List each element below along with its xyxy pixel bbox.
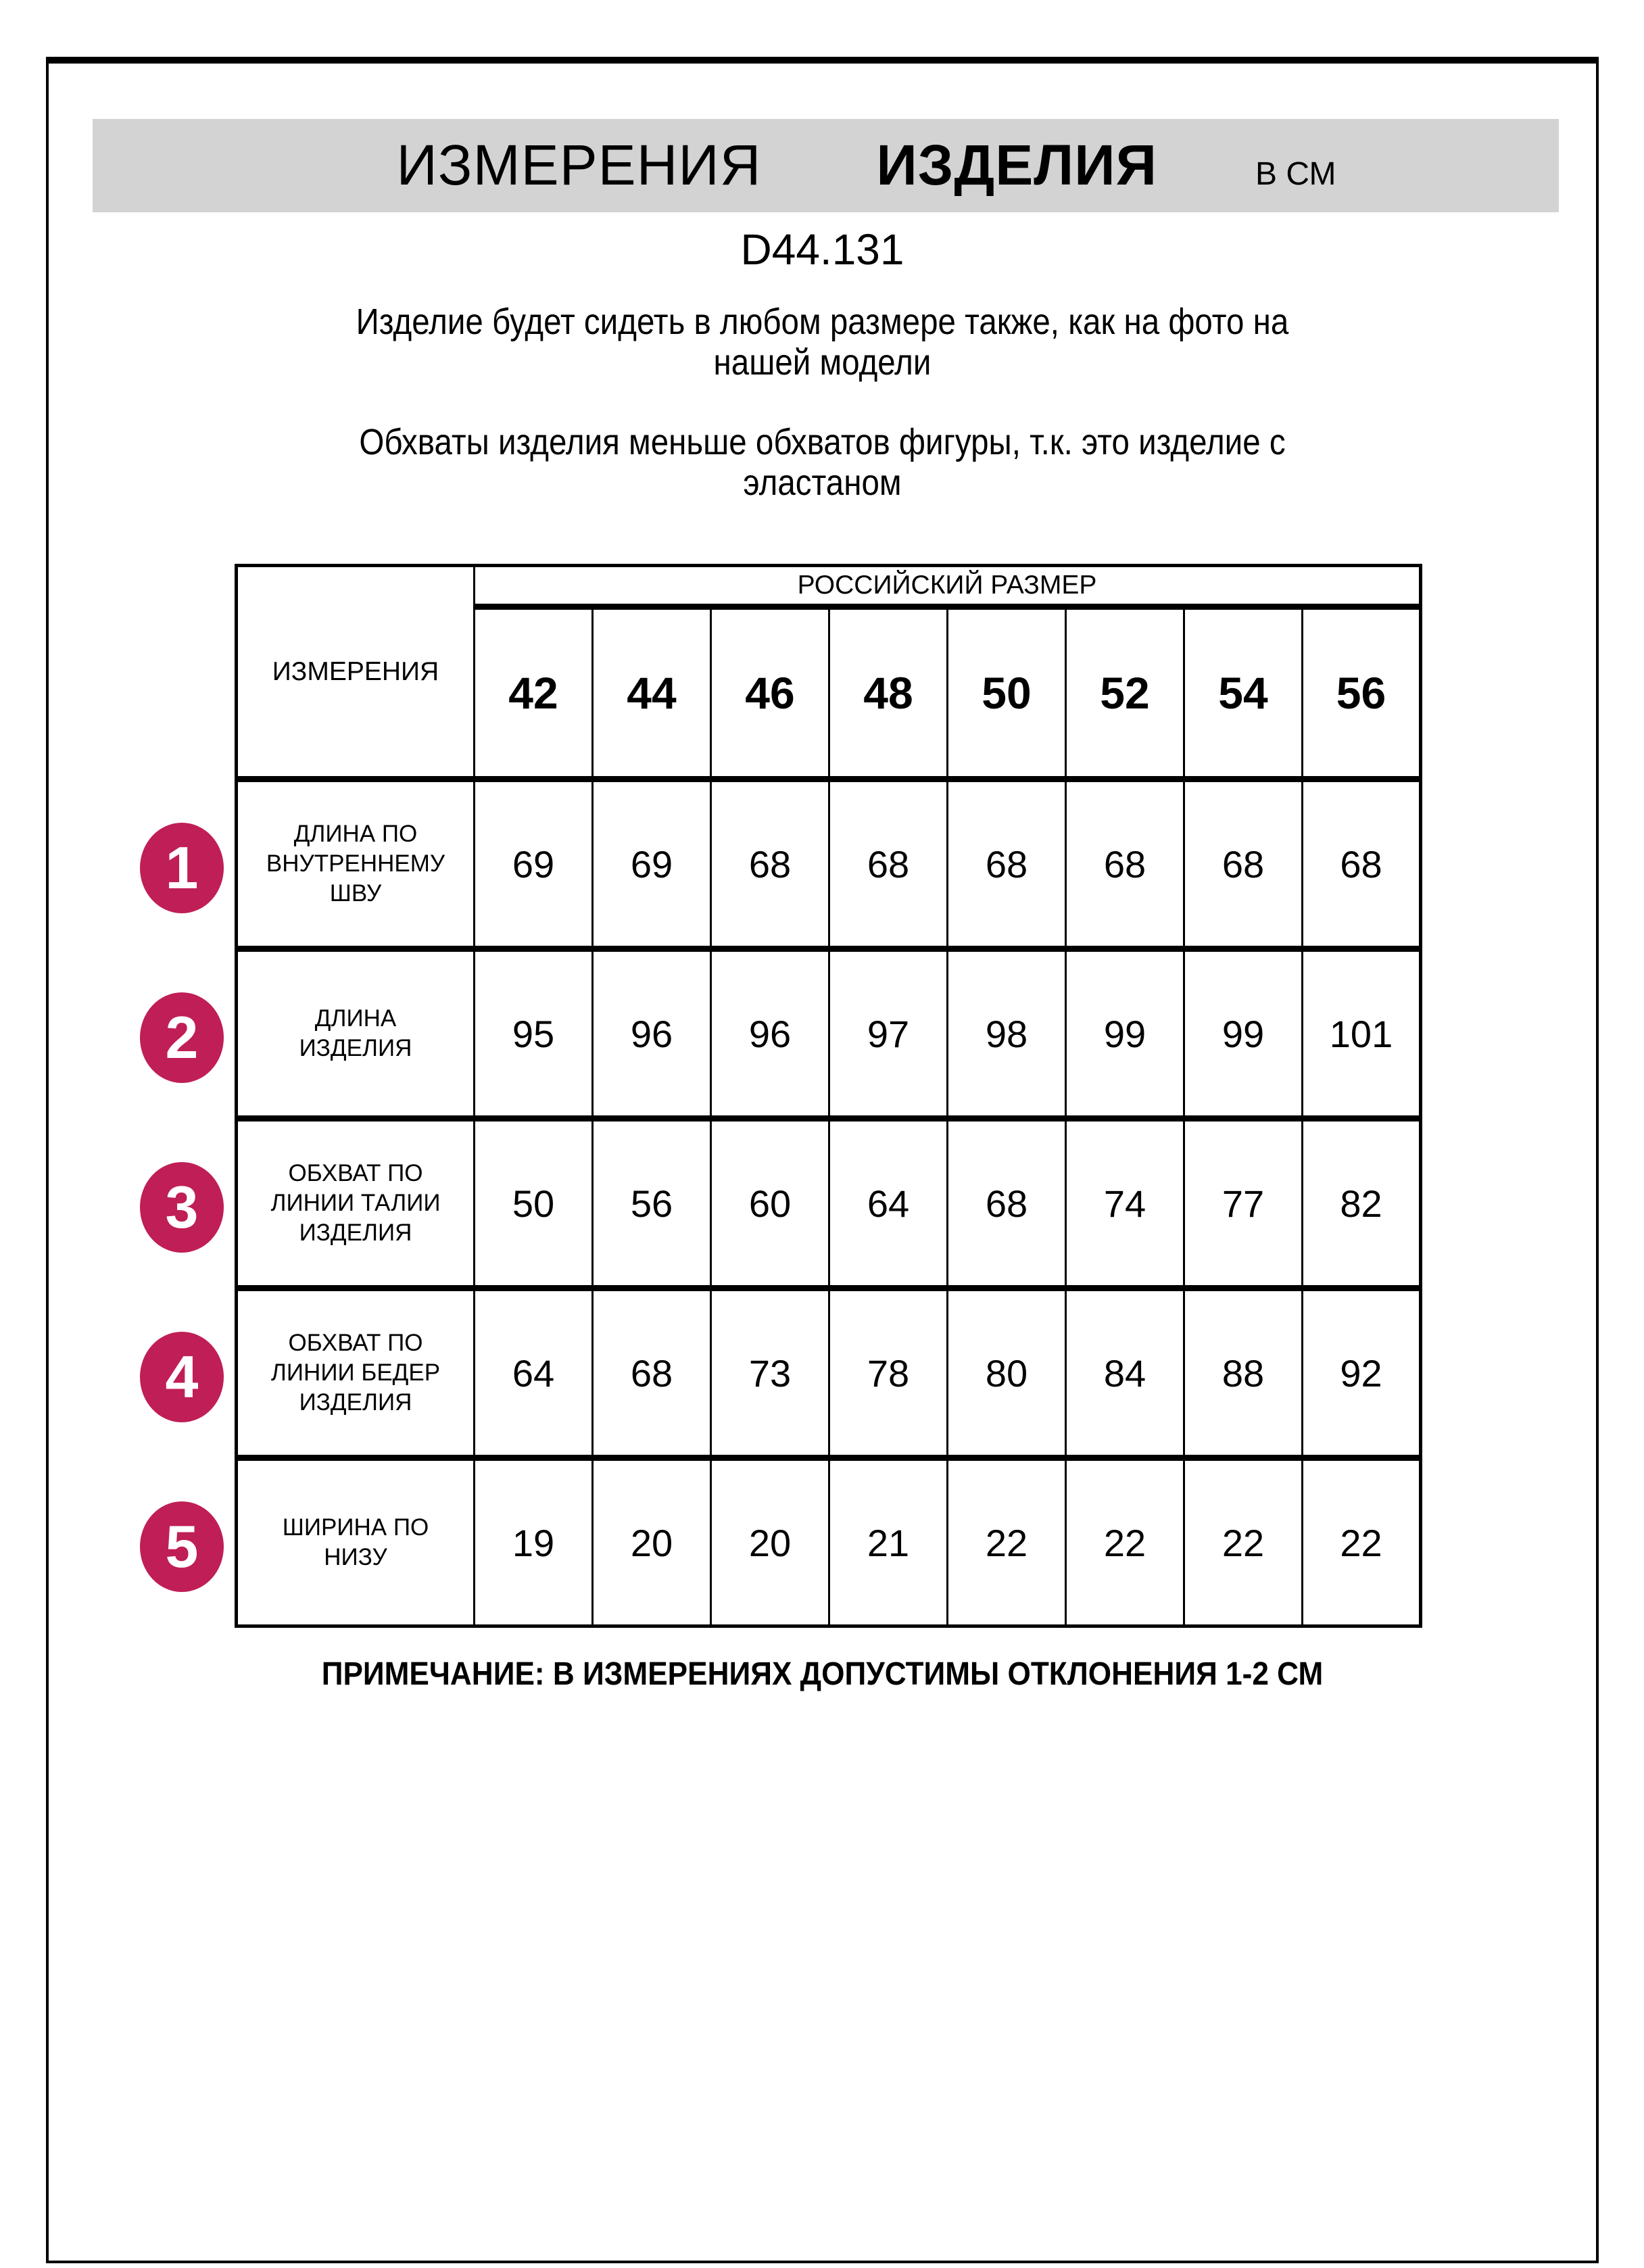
table-row-hip-girth <box>237 1288 1421 1458</box>
value-cell: 22 <box>1066 1458 1184 1626</box>
row-number-badge-3: 3 <box>140 1162 224 1253</box>
product-code: D44.131 <box>740 225 904 274</box>
intro-line: Обхваты изделия меньше обхватов фигуры, т.к. это изделие с <box>359 422 1286 462</box>
title-product: ИЗДЕЛИЯ <box>876 133 1157 197</box>
row-label: ШИРИНА ПО НИЗУ <box>237 1458 475 1626</box>
row-number-badge-1: 1 <box>140 823 224 913</box>
value-cell: 96 <box>711 949 829 1119</box>
value-cell: 101 <box>1303 949 1421 1119</box>
value-cell: 68 <box>1303 779 1421 949</box>
size-column-header: 50 <box>948 607 1066 779</box>
intro-line: эластаном <box>743 462 902 504</box>
value-cell: 84 <box>1066 1288 1184 1458</box>
value-cell: 22 <box>1184 1458 1303 1626</box>
value-cell: 95 <box>475 949 593 1119</box>
value-cell: 92 <box>1303 1288 1421 1458</box>
size-table-area <box>165 564 1422 1628</box>
value-cell: 73 <box>711 1288 829 1458</box>
size-column-header: 42 <box>475 607 593 779</box>
page-border <box>46 57 1599 2263</box>
value-cell: 69 <box>475 779 593 949</box>
value-cell: 99 <box>1184 949 1303 1119</box>
title-measurements: ИЗМЕРЕНИЯ <box>396 133 762 197</box>
row-label: ОБХВАТ ПО ЛИНИИ ТАЛИИ ИЗДЕЛИЯ <box>237 1119 475 1288</box>
value-cell: 64 <box>475 1288 593 1458</box>
value-cell: 20 <box>711 1458 829 1626</box>
value-cell: 82 <box>1303 1119 1421 1288</box>
intro-line: нашей модели <box>713 342 932 383</box>
title-banner <box>93 119 1559 212</box>
value-cell: 68 <box>593 1288 711 1458</box>
value-cell: 68 <box>948 1119 1066 1288</box>
value-cell: 69 <box>593 779 711 949</box>
value-cell: 20 <box>593 1458 711 1626</box>
intro-paragraph-fit <box>141 301 1503 383</box>
value-cell: 74 <box>1066 1119 1184 1288</box>
table-row-waist-girth <box>237 1119 1421 1288</box>
value-cell: 50 <box>475 1119 593 1288</box>
size-column-header: 46 <box>711 607 829 779</box>
size-column-header: 48 <box>829 607 948 779</box>
measurements-header-cell: ИЗМЕРЕНИЯ <box>237 566 475 779</box>
row-label: ДЛИНА ПО ВНУТРЕННЕМУ ШВУ <box>237 779 475 949</box>
value-cell: 19 <box>475 1458 593 1626</box>
size-column-header: 56 <box>1303 607 1421 779</box>
row-number-badge-2: 2 <box>140 992 224 1083</box>
size-table <box>235 564 1422 1628</box>
row-number-badge-4: 4 <box>140 1332 224 1422</box>
size-column-header: 44 <box>593 607 711 779</box>
value-cell: 80 <box>948 1288 1066 1458</box>
table-row-garment-length <box>237 949 1421 1119</box>
title-units: В СМ <box>1255 156 1336 192</box>
value-cell: 88 <box>1184 1288 1303 1458</box>
value-cell: 22 <box>948 1458 1066 1626</box>
russian-size-header-row <box>237 566 1421 607</box>
row-number-badge-5: 5 <box>140 1501 224 1592</box>
value-cell: 99 <box>1066 949 1184 1119</box>
value-cell: 78 <box>829 1288 948 1458</box>
value-cell: 68 <box>948 779 1066 949</box>
row-label: ОБХВАТ ПО ЛИНИИ БЕДЕР ИЗДЕЛИЯ <box>237 1288 475 1458</box>
tolerance-note: ПРИМЕЧАНИЕ: В ИЗМЕРЕНИЯХ ДОПУСТИМЫ ОТКЛОНЕНИЯ 1-2 СМ <box>321 1656 1324 1692</box>
value-cell: 60 <box>711 1119 829 1288</box>
value-cell: 98 <box>948 949 1066 1119</box>
russian-size-header-cell: РОССИЙСКИЙ РАЗМЕР <box>475 566 1421 607</box>
intro-paragraph-elastane <box>141 422 1503 504</box>
value-cell: 21 <box>829 1458 948 1626</box>
value-cell: 97 <box>829 949 948 1119</box>
row-label: ДЛИНА ИЗДЕЛИЯ <box>237 949 475 1119</box>
value-cell: 56 <box>593 1119 711 1288</box>
size-column-header: 54 <box>1184 607 1303 779</box>
value-cell: 22 <box>1303 1458 1421 1626</box>
value-cell: 68 <box>1066 779 1184 949</box>
value-cell: 77 <box>1184 1119 1303 1288</box>
value-cell: 68 <box>711 779 829 949</box>
intro-line: Изделие будет сидеть в любом размере также, как на фото на <box>356 301 1289 342</box>
table-row-bottom-width <box>237 1458 1421 1626</box>
value-cell: 68 <box>1184 779 1303 949</box>
table-row-inseam-length <box>237 779 1421 949</box>
value-cell: 68 <box>829 779 948 949</box>
value-cell: 96 <box>593 949 711 1119</box>
size-column-header: 52 <box>1066 607 1184 779</box>
value-cell: 64 <box>829 1119 948 1288</box>
